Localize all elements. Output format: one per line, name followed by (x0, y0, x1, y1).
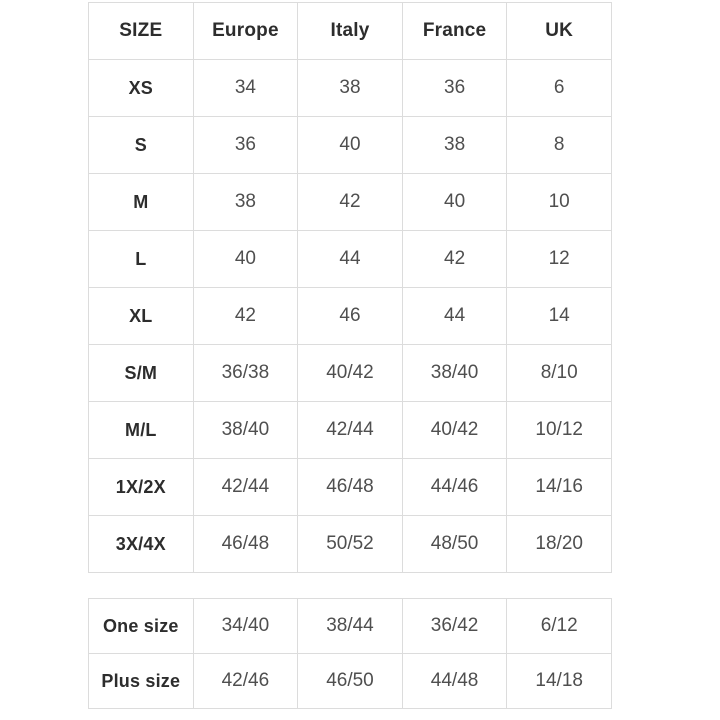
column-header-france: France (402, 3, 507, 60)
column-header-uk: UK (507, 3, 612, 60)
value-cell: 36/42 (402, 599, 507, 654)
value-cell: 36 (402, 60, 507, 117)
value-cell: 10/12 (507, 402, 612, 459)
size-label-cell: S/M (89, 345, 194, 402)
value-cell: 46/50 (298, 654, 403, 709)
value-cell: 44 (402, 288, 507, 345)
table-row-1x2x (89, 459, 612, 516)
value-cell: 44/48 (402, 654, 507, 709)
table-row-xs (89, 60, 612, 117)
value-cell: 42/44 (298, 402, 403, 459)
value-cell: 42/44 (193, 459, 298, 516)
size-label-cell: M/L (89, 402, 194, 459)
value-cell: 18/20 (507, 516, 612, 573)
table-row-plus-size (89, 654, 612, 709)
size-label-cell: 1X/2X (89, 459, 194, 516)
value-cell: 38/40 (193, 402, 298, 459)
size-label-cell: S (89, 117, 194, 174)
value-cell: 12 (507, 231, 612, 288)
table-row-3x4x (89, 516, 612, 573)
value-cell: 14/18 (507, 654, 612, 709)
size-table-body (89, 60, 612, 573)
value-cell: 40 (402, 174, 507, 231)
value-cell: 34 (193, 60, 298, 117)
value-cell: 42 (193, 288, 298, 345)
value-cell: 40/42 (298, 345, 403, 402)
value-cell: 6 (507, 60, 612, 117)
value-cell: 38/40 (402, 345, 507, 402)
value-cell: 44/46 (402, 459, 507, 516)
size-label-cell: XL (89, 288, 194, 345)
value-cell: 44 (298, 231, 403, 288)
size-label-cell: M (89, 174, 194, 231)
table-row-s (89, 117, 612, 174)
size-label-cell: XS (89, 60, 194, 117)
value-cell: 14 (507, 288, 612, 345)
special-sizes-table-body (89, 599, 612, 709)
size-label-cell: Plus size (89, 654, 194, 709)
value-cell: 36 (193, 117, 298, 174)
value-cell: 34/40 (193, 599, 298, 654)
special-sizes-table (88, 598, 612, 709)
value-cell: 38 (402, 117, 507, 174)
column-header-italy: Italy (298, 3, 403, 60)
size-table-header (89, 3, 612, 60)
value-cell: 8 (507, 117, 612, 174)
table-row-xl (89, 288, 612, 345)
value-cell: 42 (402, 231, 507, 288)
size-label-cell: 3X/4X (89, 516, 194, 573)
value-cell: 48/50 (402, 516, 507, 573)
table-row-m (89, 174, 612, 231)
value-cell: 40 (193, 231, 298, 288)
size-conversion-table (88, 2, 612, 573)
value-cell: 38 (298, 60, 403, 117)
size-label-cell: L (89, 231, 194, 288)
value-cell: 40/42 (402, 402, 507, 459)
value-cell: 38/44 (298, 599, 403, 654)
value-cell: 36/38 (193, 345, 298, 402)
value-cell: 42/46 (193, 654, 298, 709)
table-row-ml (89, 402, 612, 459)
value-cell: 8/10 (507, 345, 612, 402)
size-label-cell: One size (89, 599, 194, 654)
value-cell: 10 (507, 174, 612, 231)
value-cell: 14/16 (507, 459, 612, 516)
value-cell: 38 (193, 174, 298, 231)
header-row (89, 3, 612, 60)
column-header-europe: Europe (193, 3, 298, 60)
value-cell: 46 (298, 288, 403, 345)
value-cell: 6/12 (507, 599, 612, 654)
table-row-l (89, 231, 612, 288)
value-cell: 46/48 (298, 459, 403, 516)
value-cell: 40 (298, 117, 403, 174)
value-cell: 50/52 (298, 516, 403, 573)
table-row-sm (89, 345, 612, 402)
column-header-size: SIZE (89, 3, 194, 60)
value-cell: 46/48 (193, 516, 298, 573)
value-cell: 42 (298, 174, 403, 231)
table-row-one-size (89, 599, 612, 654)
